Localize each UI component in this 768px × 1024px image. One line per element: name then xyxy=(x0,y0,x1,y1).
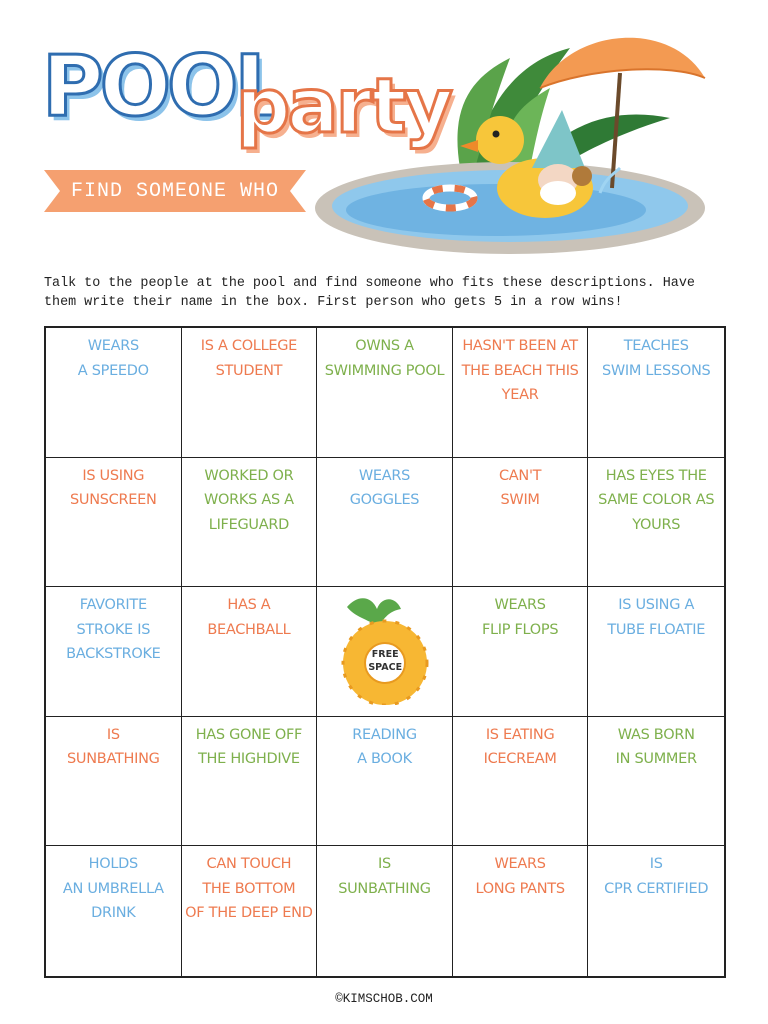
bingo-cell-text: OF THE DEEP END xyxy=(185,905,313,922)
bingo-cell-text: WORKS AS A xyxy=(203,492,294,509)
bingo-cell-text: LIFEGUARD xyxy=(208,516,289,533)
bingo-cell-text: IS xyxy=(649,856,663,873)
bingo-cell[interactable] xyxy=(588,846,724,976)
free-space-label xyxy=(366,648,404,674)
bingo-cell[interactable] xyxy=(453,458,589,588)
title-party: party xyxy=(236,61,451,150)
bingo-cell-text: CPR CERTIFIED xyxy=(604,880,709,897)
bingo-cell-text: HAS GONE OFF xyxy=(195,726,303,743)
bingo-cell-text: THE BOTTOM xyxy=(202,880,296,897)
bingo-grid xyxy=(44,326,726,978)
bingo-cell-text: SUNBATHING xyxy=(67,751,160,768)
bingo-cell-text: BEACHBALL xyxy=(207,621,291,638)
bingo-cell[interactable] xyxy=(317,717,453,847)
bingo-cell-text: TUBE FLOATIE xyxy=(607,621,706,638)
bingo-cell-text: BACKSTROKE xyxy=(66,646,161,663)
bingo-cell[interactable] xyxy=(588,587,724,717)
bingo-cell-text: STROKE IS xyxy=(76,621,151,638)
instructions xyxy=(44,274,734,312)
bingo-cell[interactable] xyxy=(46,587,182,717)
bingo-cell[interactable] xyxy=(182,458,318,588)
bingo-cell[interactable] xyxy=(46,846,182,976)
bingo-cell-text: YOURS xyxy=(632,516,681,533)
bingo-cell-text: WEARS xyxy=(494,597,546,614)
bingo-cell-text: IS A COLLEGE xyxy=(200,338,298,354)
bingo-cell-text: IN SUMMER xyxy=(615,751,697,768)
bingo-cell[interactable] xyxy=(46,328,182,458)
free-space-text: SPACE xyxy=(368,662,403,674)
bingo-cell[interactable] xyxy=(453,846,589,976)
bingo-cell-text: IS USING xyxy=(82,467,145,484)
bingo-cell-text: READING xyxy=(352,726,417,743)
bingo-cell[interactable] xyxy=(453,717,589,847)
bingo-cell-text: THE BEACH THIS xyxy=(461,362,579,379)
bingo-cell-text: SWIM LESSONS xyxy=(601,362,711,379)
bingo-cell[interactable] xyxy=(317,458,453,588)
bingo-cell[interactable] xyxy=(182,717,318,847)
bingo-cell[interactable] xyxy=(182,846,318,976)
bingo-cell-text: HASN'T BEEN AT xyxy=(462,338,578,354)
bingo-cell[interactable] xyxy=(317,328,453,458)
bingo-cell-text: CAN TOUCH xyxy=(206,856,292,873)
bingo-cell-text: WAS BORN xyxy=(617,726,695,743)
find-someone-banner xyxy=(44,170,306,212)
bingo-cell-text: YEAR xyxy=(501,387,539,403)
bingo-cell-text: A BOOK xyxy=(357,751,412,768)
bingo-cell-text: DRINK xyxy=(91,905,136,922)
bingo-cell[interactable] xyxy=(588,458,724,588)
bingo-cell-text: ICECREAM xyxy=(483,751,557,768)
bingo-cell-text: IS EATING xyxy=(485,726,555,743)
title-pool: POOL xyxy=(42,37,284,135)
bingo-cell-text: SUNBATHING xyxy=(338,880,431,897)
bingo-cell[interactable] xyxy=(46,717,182,847)
bingo-cell-text: TEACHES xyxy=(623,338,689,354)
bingo-cell-text: SWIM xyxy=(500,492,540,509)
bingo-cell-text: HOLDS xyxy=(88,856,138,873)
bingo-cell-text: WEARS xyxy=(358,467,411,484)
bingo-cell-text: FLIP FLOPS xyxy=(481,621,559,638)
bingo-cell[interactable] xyxy=(182,328,318,458)
bingo-cell[interactable] xyxy=(46,458,182,588)
bingo-cell-text: WEARS xyxy=(87,338,139,354)
bingo-cell-text: OWNS A xyxy=(355,338,414,354)
bingo-cell-text: STUDENT xyxy=(215,362,283,379)
instructions-line-1: Talk to the people at the pool and find someone who fits these descriptions. Have xyxy=(44,276,695,291)
bingo-cell-text: HAS A xyxy=(227,597,271,614)
bingo-cell-text: SUNSCREEN xyxy=(70,492,157,509)
bingo-cell[interactable] xyxy=(453,328,589,458)
bingo-cell-text: IS xyxy=(378,856,391,873)
bingo-cell[interactable] xyxy=(182,587,318,717)
bingo-cell-text: LONG PANTS xyxy=(475,880,565,897)
bingo-cell-text: SAME COLOR AS xyxy=(598,492,715,509)
bingo-cell[interactable] xyxy=(453,587,589,717)
banner-label: FIND SOMEONE WHO xyxy=(70,179,280,203)
bingo-cell-text: IS xyxy=(106,726,120,743)
bingo-cell-text: THE HIGHDIVE xyxy=(198,751,300,768)
bingo-cell-text: GOGGLES xyxy=(349,492,420,509)
bingo-cell-text: WORKED OR xyxy=(204,467,294,484)
free-space-text: FREE xyxy=(371,649,399,661)
bingo-cell-text: SWIMMING POOL xyxy=(324,362,445,379)
bingo-cell[interactable] xyxy=(317,846,453,976)
bingo-cell-text: A SPEEDO xyxy=(77,362,149,379)
bingo-cell-text: CAN'T xyxy=(498,467,542,484)
free-space-cell[interactable] xyxy=(317,587,453,717)
bingo-cell-text: IS USING A xyxy=(618,597,695,614)
bingo-cell[interactable] xyxy=(588,328,724,458)
pool-illustration-icon xyxy=(300,18,740,268)
bingo-cell-text: HAS EYES THE xyxy=(605,467,707,484)
instructions-line-2: them write their name in the box. First person who gets 5 in a row wins! xyxy=(44,295,623,310)
bingo-cell[interactable] xyxy=(588,717,724,847)
copyright-footer: ©KIMSCHOB.COM xyxy=(335,992,433,1006)
bingo-cell-text: FAVORITE xyxy=(79,597,147,614)
bingo-cell-text: WEARS xyxy=(494,856,546,873)
bingo-cell-text: AN UMBRELLA xyxy=(62,880,164,897)
